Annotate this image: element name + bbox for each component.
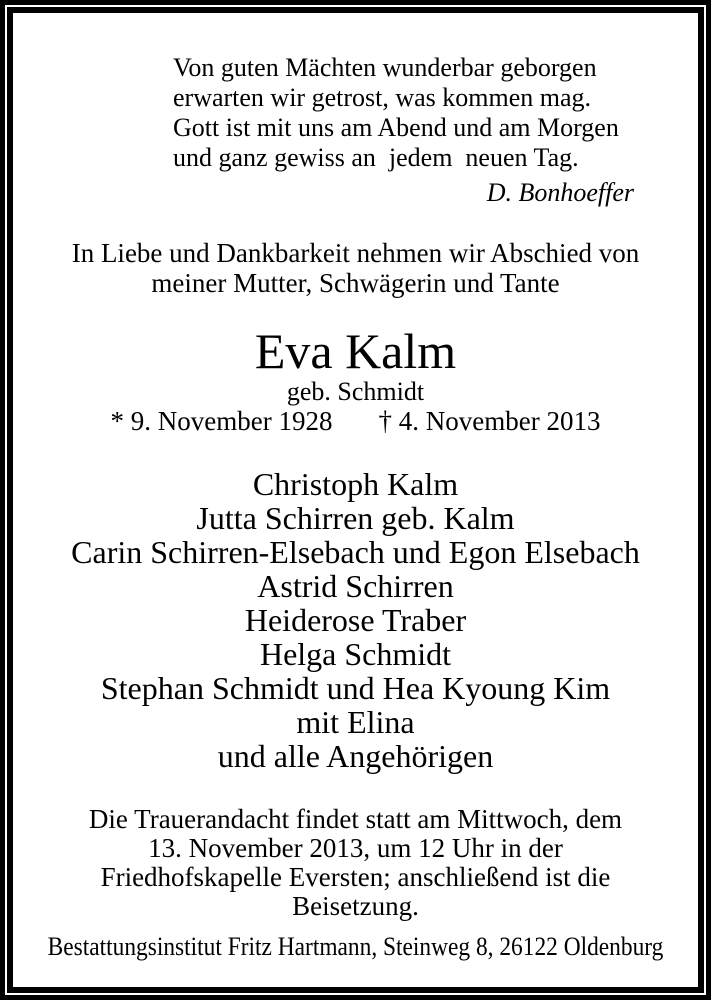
mourner-name: Stephan Schmidt und Hea Kyoung Kim [100,670,611,706]
frame-inner-border [7,7,704,993]
verse-line-3: Gott ist mit uns am Abend und am Morgen [173,113,619,142]
service-announcement [13,805,698,921]
service-line-3: Friedhofskapelle Eversten; anschließend ist die [100,862,611,892]
mourner-name: Helga Schmidt [259,636,452,672]
maiden-name: geb. Schmidt [286,377,425,406]
mourner-name: Heiderose Traber [244,602,467,638]
verse-line-2: erwarten wir getrost, was kommen mag. [173,83,592,112]
farewell-intro-line-1: In Liebe und Dankbarkeit nehmen wir Abschied von [71,238,640,268]
mourner-name: mit Elina [296,704,415,740]
opening-verse [173,53,698,173]
verse-attribution: D. Bonhoeffer [486,178,634,207]
mourner-name: Astrid Schirren [257,568,454,604]
service-line-2: 13. November 2013, um 12 Uhr in der [148,833,563,863]
mourner-name: Jutta Schirren geb. Kalm [196,500,515,536]
deceased-name: Eva Kalm [254,323,457,379]
mourner-name: und alle Angehörigen [217,738,494,774]
funeral-home-line: Bestattungsinstitut Fritz Hartmann, Steinweg 8, 26122 Oldenburg [47,932,664,961]
farewell-intro [13,238,698,298]
birth-date: * 9. November 1928 [110,406,333,436]
mourner-name: Christoph Kalm [252,466,459,502]
mourner-name: Carin Schirren-Elsebach und Egon Elsebach [71,534,640,570]
service-line-1: Die Trauerandacht findet statt am Mittwoch, dem [88,804,623,834]
mourners-list [13,467,698,773]
service-line-4: Beisetzung. [292,891,419,921]
life-dates [13,406,698,436]
farewell-intro-line-2: meiner Mutter, Schwägerin und Tante [151,268,560,298]
verse-line-1: Von guten Mächten wunderbar geborgen [173,53,597,82]
death-date: † 4. November 2013 [378,406,601,436]
verse-line-4: und ganz gewiss an jedem neuen Tag. [173,143,579,172]
